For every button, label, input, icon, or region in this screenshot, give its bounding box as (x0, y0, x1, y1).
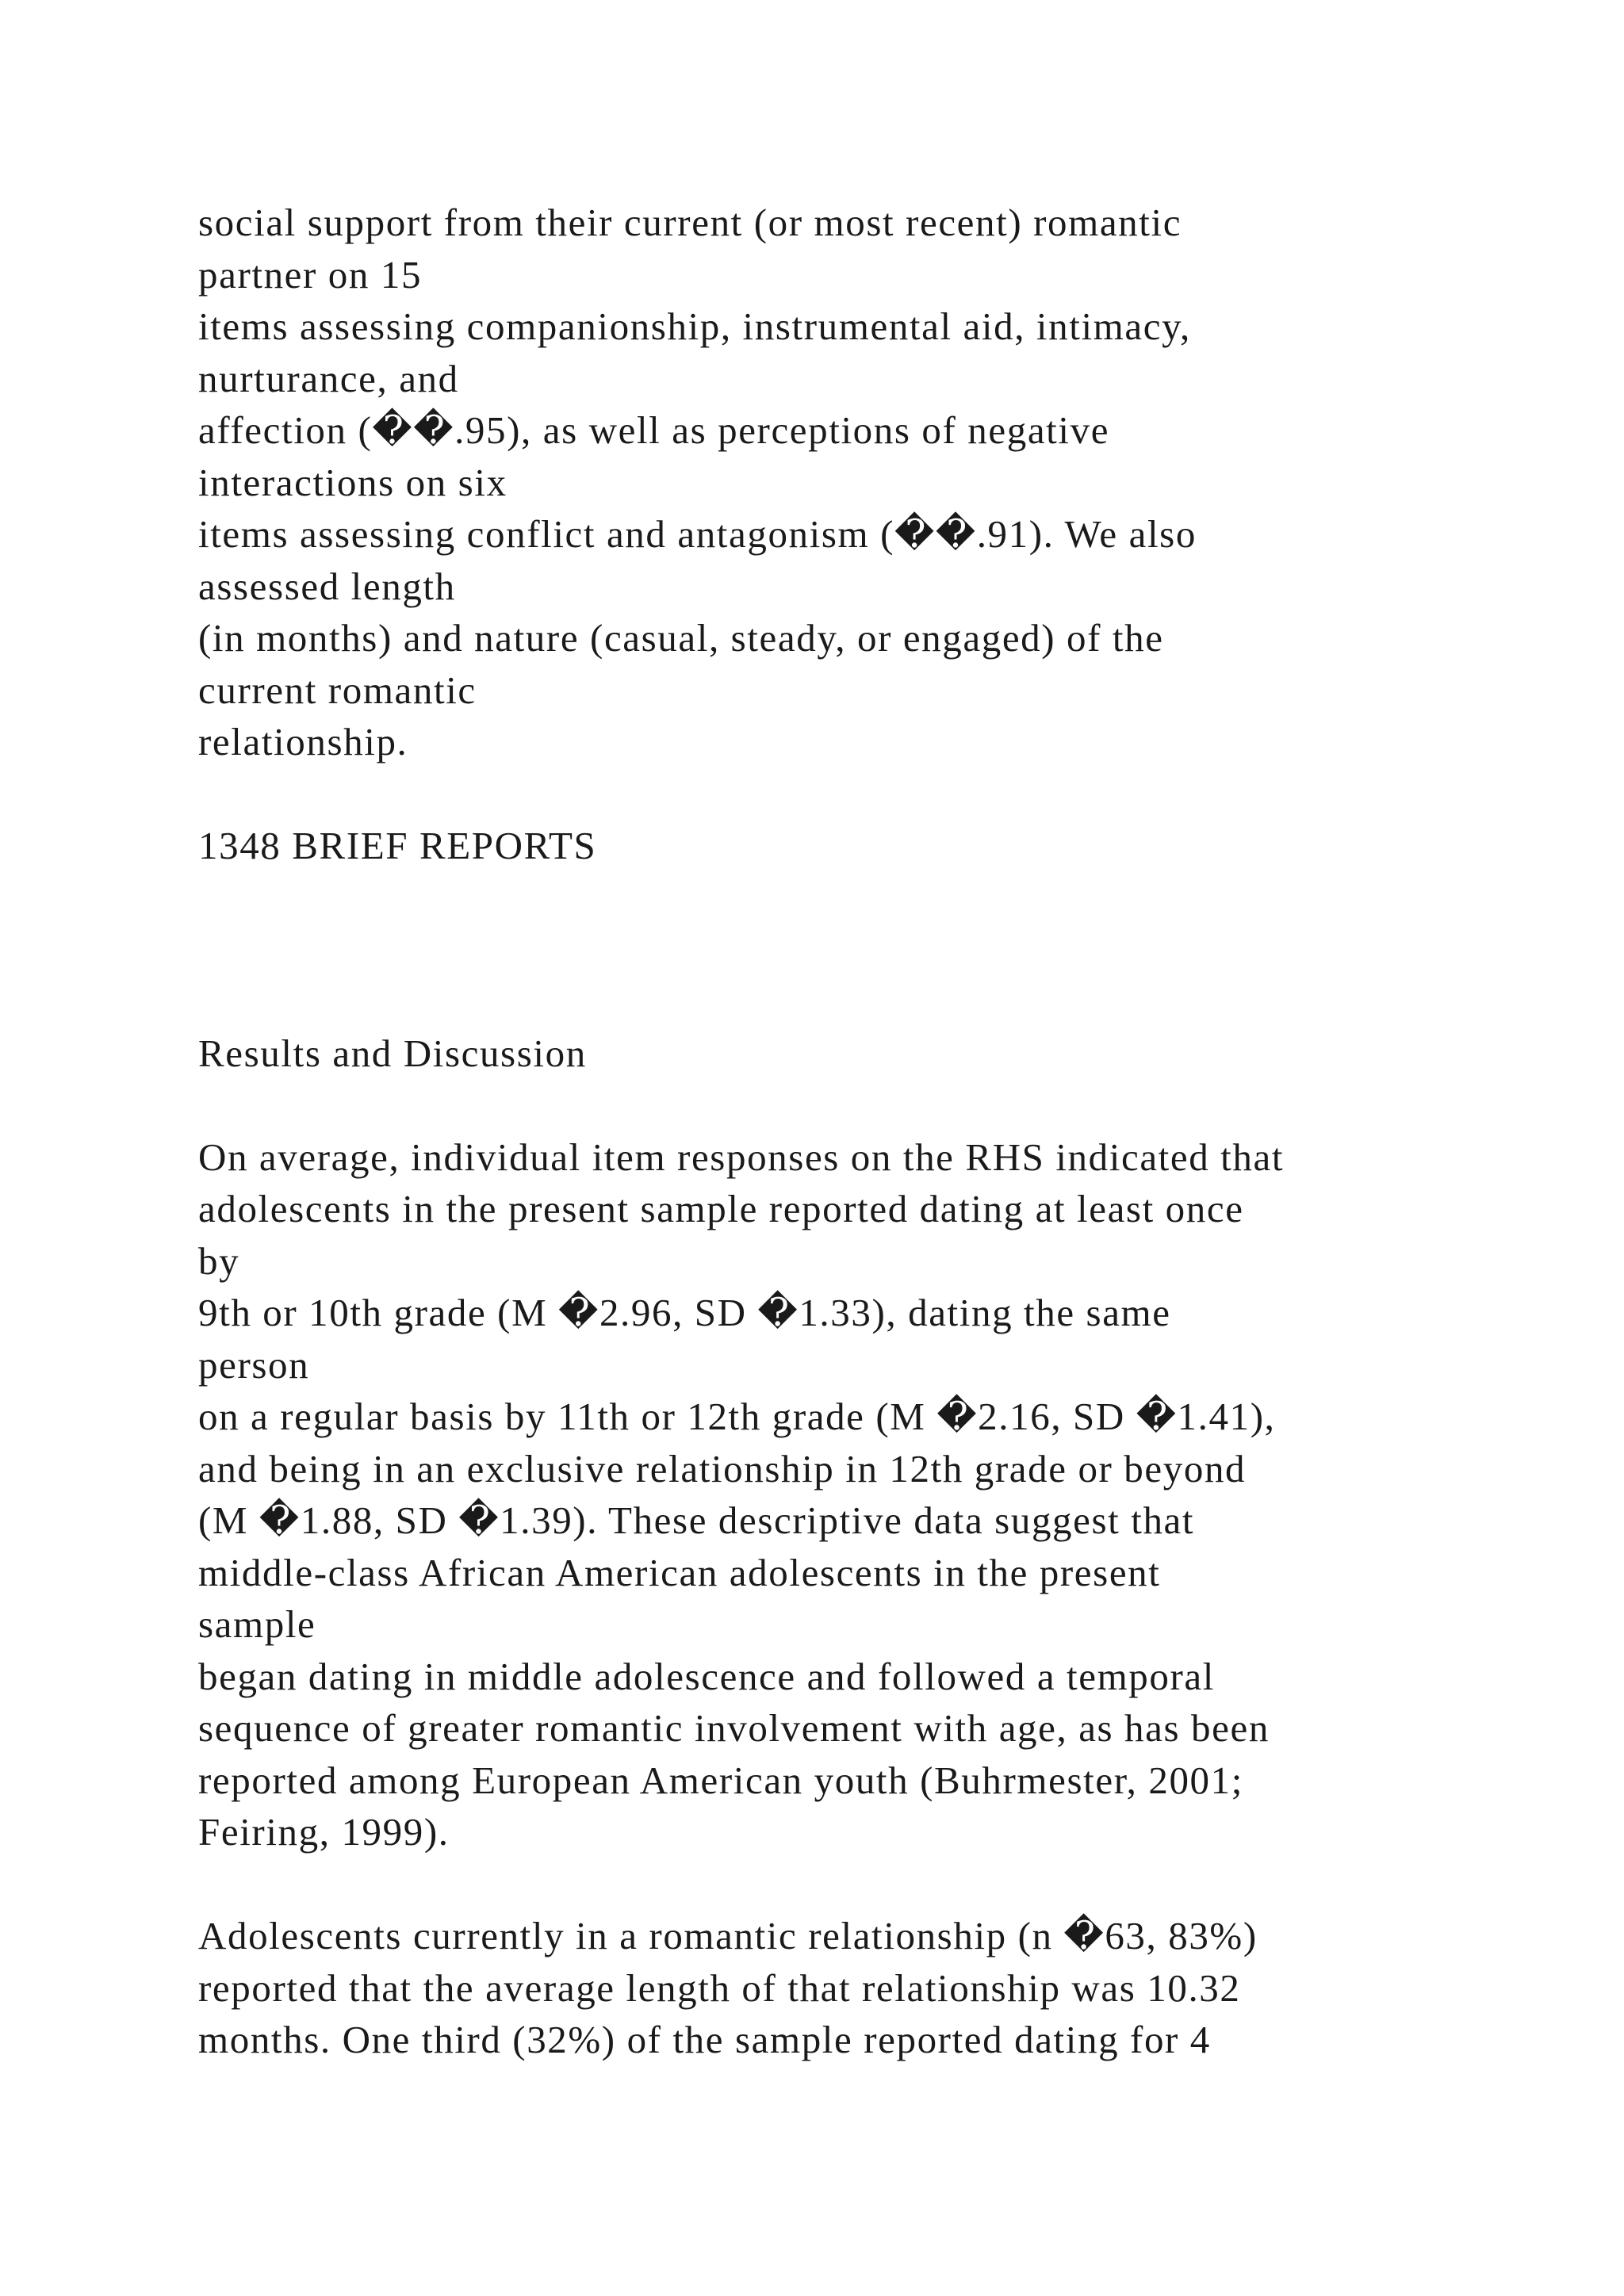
text-line: On average, individual item responses on the RHS indicated that (198, 1135, 1285, 1179)
text-line: (M �1.88, SD �1.39). These descriptive data suggest that (198, 1498, 1195, 1542)
text-line: and being in an exclusive relationship in 12th grade or beyond (198, 1446, 1247, 1490)
document-page (198, 197, 1546, 2066)
text-line: assessed length (198, 564, 456, 608)
spacer (198, 872, 1546, 1027)
text-line: items assessing companionship, instrumental aid, intimacy, (198, 304, 1191, 348)
text-line: partner on 15 (198, 252, 423, 297)
text-line: sample (198, 1602, 316, 1646)
text-line: by (198, 1238, 240, 1283)
text-line: Adolescents currently in a romantic relationship (n �63, 83%) (198, 1914, 1258, 1957)
spacer (198, 768, 1546, 821)
spacer (198, 1079, 1546, 1131)
text-line: months. One third (32%) of the sample reported dating for 4 (198, 2018, 1211, 2061)
text-line: relationship. (198, 720, 408, 763)
text-line: interactions on six (198, 460, 508, 504)
text-line: Feiring, 1999). (198, 1810, 450, 1854)
text-line: current romantic (198, 668, 477, 712)
text-line: (in months) and nature (casual, steady, or engaged) of the (198, 616, 1164, 660)
text-line: on a regular basis by 11th or 12th grade (M �2.16, SD �1.41), (198, 1395, 1276, 1438)
measures-paragraph (198, 197, 1546, 768)
text-line: nurturance, and (198, 356, 459, 400)
text-line: began dating in middle adolescence and followed a temporal (198, 1654, 1215, 1698)
text-line: affection (��.95), as well as perceptions of negative (198, 408, 1110, 452)
text-line: reported among European American youth (Buhrmester, 2001; (198, 1758, 1243, 1802)
spacer (198, 1858, 1546, 1911)
text-line: reported that the average length of that relationship was 10.32 (198, 1965, 1241, 2010)
text-line: items assessing conflict and antagonism (��.91). We also (198, 512, 1197, 556)
text-line: person (198, 1342, 310, 1387)
text-line: 9th or 10th grade (M �2.96, SD �1.33), dating the same (198, 1291, 1171, 1334)
relationships-paragraph (198, 1910, 1546, 2066)
text-line: sequence of greater romantic involvement with age, as has been (198, 1706, 1270, 1750)
text-line: adolescents in the present sample reported dating at least once (198, 1187, 1244, 1230)
running-header: 1348 BRIEF REPORTS (198, 824, 597, 867)
text-line: middle-class African American adolescents in the present (198, 1550, 1161, 1594)
results-paragraph (198, 1131, 1546, 1858)
section-heading: Results and Discussion (198, 1031, 587, 1075)
text-line: social support from their current (or most recent) romantic (198, 201, 1182, 244)
